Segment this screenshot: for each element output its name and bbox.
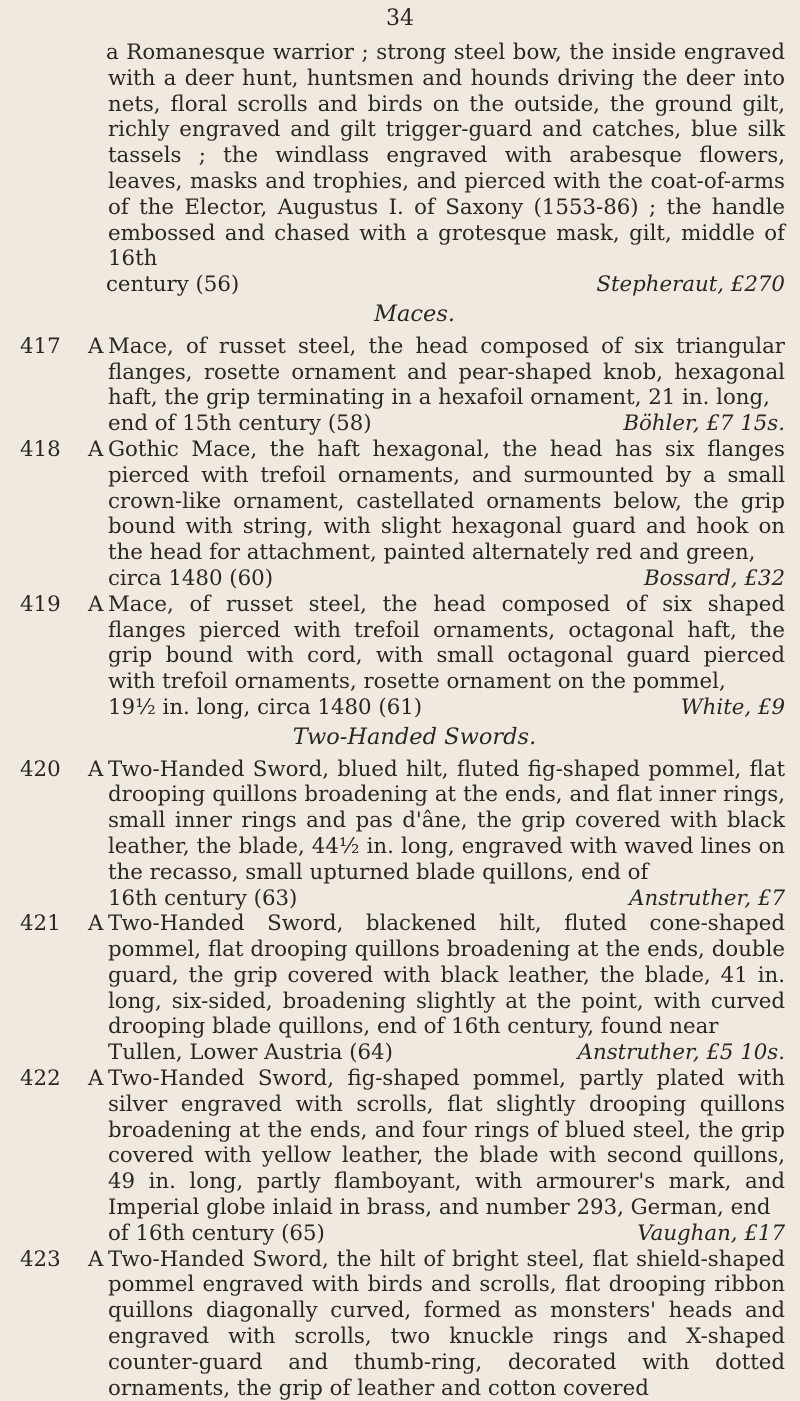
lot-entry-420 [20, 757, 785, 912]
lot-entry-422 [20, 1066, 785, 1247]
lot-description: Mace, of russet steel, the head composed of six triangular flanges, rosette ornament and pear-shaped knob, hexagonal haft, the grip terminating in a hexafoil ornament, 21 in. long, [108, 333, 785, 411]
lot-buyer-price: Vaughan, £17 [637, 1220, 785, 1246]
lot-body [108, 592, 785, 721]
lot-description: Two-Handed Sword, blued hilt, fluted fig-shaped pommel, flat drooping quillons broadening at the ends, and flat inner rings, small inner rings and pas d'âne, the grip covered with black leather, the blade, 44½ in. long, engraved with waved lines on the recasso, small upturned blade quillons, end of [108, 756, 785, 885]
lot-trail [108, 886, 785, 912]
lot-date-ref: 19½ in. long, circa 1480 (61) [108, 694, 423, 720]
lot-buyer-price: Stepheraut, £270 [596, 272, 785, 298]
lot-entry-421 [20, 911, 785, 1066]
lot-date-ref: Tullen, Lower Austria (64) [108, 1040, 393, 1066]
lot-body [108, 334, 785, 437]
lot-entry-417 [20, 334, 785, 437]
lot-date-ref: century (56) [106, 272, 240, 298]
lot-entry-419 [20, 592, 785, 721]
lot-date-ref: 16th century (63) [108, 885, 298, 911]
lot-description: Two-Handed Sword, the hilt of bright steel, flat shield-shaped pommel engraved with birds and scrolls, flat drooping ribbon quillons diagonally curved, formed as monsters' heads and engraved with scrolls, two knuckle rings and X-shaped counter-guard and thumb-ring, decorated with dotted ornaments, the grip of leather and cotton covered [108, 1246, 785, 1401]
lot-number: 421 [20, 911, 61, 937]
lot-trail [108, 695, 785, 721]
lot-body [108, 1066, 785, 1247]
lot-trail [108, 566, 785, 592]
lot-date-ref: circa 1480 (60) [108, 565, 273, 591]
lot-description: Mace, of russet steel, the head composed of six shaped flanges pierced with trefoil ornaments, octagonal haft, the grip bound with cord, with small octagonal guard pierced with trefoil ornaments, rosette ornament on the pommel, [108, 591, 785, 695]
lot-body [108, 757, 785, 912]
page-number: 34 [386, 6, 414, 31]
lot-entry-423 [20, 1247, 785, 1401]
lot-number: 417 [20, 333, 61, 359]
lot-buyer-price: Anstruther, £7 [629, 885, 785, 911]
lot-body [108, 437, 785, 592]
section-heading-two-handed-swords: Two-Handed Swords. [292, 723, 537, 750]
lot-article: A [88, 1066, 104, 1092]
continued-lot-text: a Romanesque warrior ; strong steel bow, the inside engraved with a deer hunt, huntsmen and hounds driving the deer into nets, floral scrolls and birds on the outside, the ground gilt, richly engraved and gilt trigger-guard and catches, blue silk tassels ; the windlass engraved with arabesque flowers, leaves, masks and trophies, and pierced with the coat-of-arms of the Elector, Augustus I. of Saxony (1553-86) ; the handle embossed and chased with a grotesque mask, gilt, middle of 16th [106, 40, 785, 272]
lot-number: 423 [20, 1246, 61, 1272]
lot-description: Two-Handed Sword, fig-shaped pommel, partly plated with silver engraved with scrolls, flat slightly drooping quillons broadening at the ends, and four rings of blued steel, the grip covered with yellow leather, the blade with second quillons, 49 in. long, partly flamboyant, with armourer's mark, and Imperial globe inlaid in brass, and number 293, German, end [108, 1066, 785, 1221]
lot-number: 418 [20, 436, 61, 462]
lot-description: Gothic Mace, the haft hexagonal, the head has six flanges pierced with trefoil ornaments, and surmounted by a small crown-like ornament, castellated ornaments below, the grip bound with string, with slight hexagonal guard and hook on the head for attachment, painted alternately red and green, [108, 436, 785, 566]
lot-article: A [88, 333, 104, 359]
lot-article: A [88, 436, 104, 462]
lot-buyer-price: Böhler, £7 15s. [623, 411, 785, 437]
lot-article: A [88, 1246, 104, 1272]
lot-body [108, 1247, 785, 1401]
lot-buyer-price: Bossard, £32 [643, 565, 785, 591]
lot-entry-418 [20, 437, 785, 592]
lot-article: A [88, 911, 104, 937]
section-heading-maces: Maces. [373, 300, 456, 327]
lot-article: A [88, 591, 104, 617]
lot-article: A [88, 756, 104, 782]
page-text [20, 40, 785, 1401]
lot-number: 420 [20, 756, 61, 782]
lot-trail [108, 1221, 785, 1247]
lot-date-ref: end of 15th century (58) [108, 411, 372, 437]
lot-description: Two-Handed Sword, blackened hilt, fluted cone-shaped pommel, flat drooping quillons broadening at the ends, double guard, the grip covered with black leather, the blade, 41 in. long, six-sided, broadening slightly at the point, with curved drooping blade quillons, end of 16th century, found near [108, 911, 785, 1040]
lot-body [108, 911, 785, 1066]
lot-buyer-price: Anstruther, £5 10s. [577, 1040, 785, 1066]
continued-lot [20, 40, 785, 298]
lot-number: 419 [20, 591, 61, 617]
lot-buyer-price: White, £9 [680, 694, 785, 720]
lot-trail [108, 411, 785, 437]
lot-number: 422 [20, 1066, 61, 1092]
lot-trail [108, 1040, 785, 1066]
lot-date-ref: of 16th century (65) [108, 1220, 325, 1246]
continued-lot-trail [108, 272, 785, 298]
